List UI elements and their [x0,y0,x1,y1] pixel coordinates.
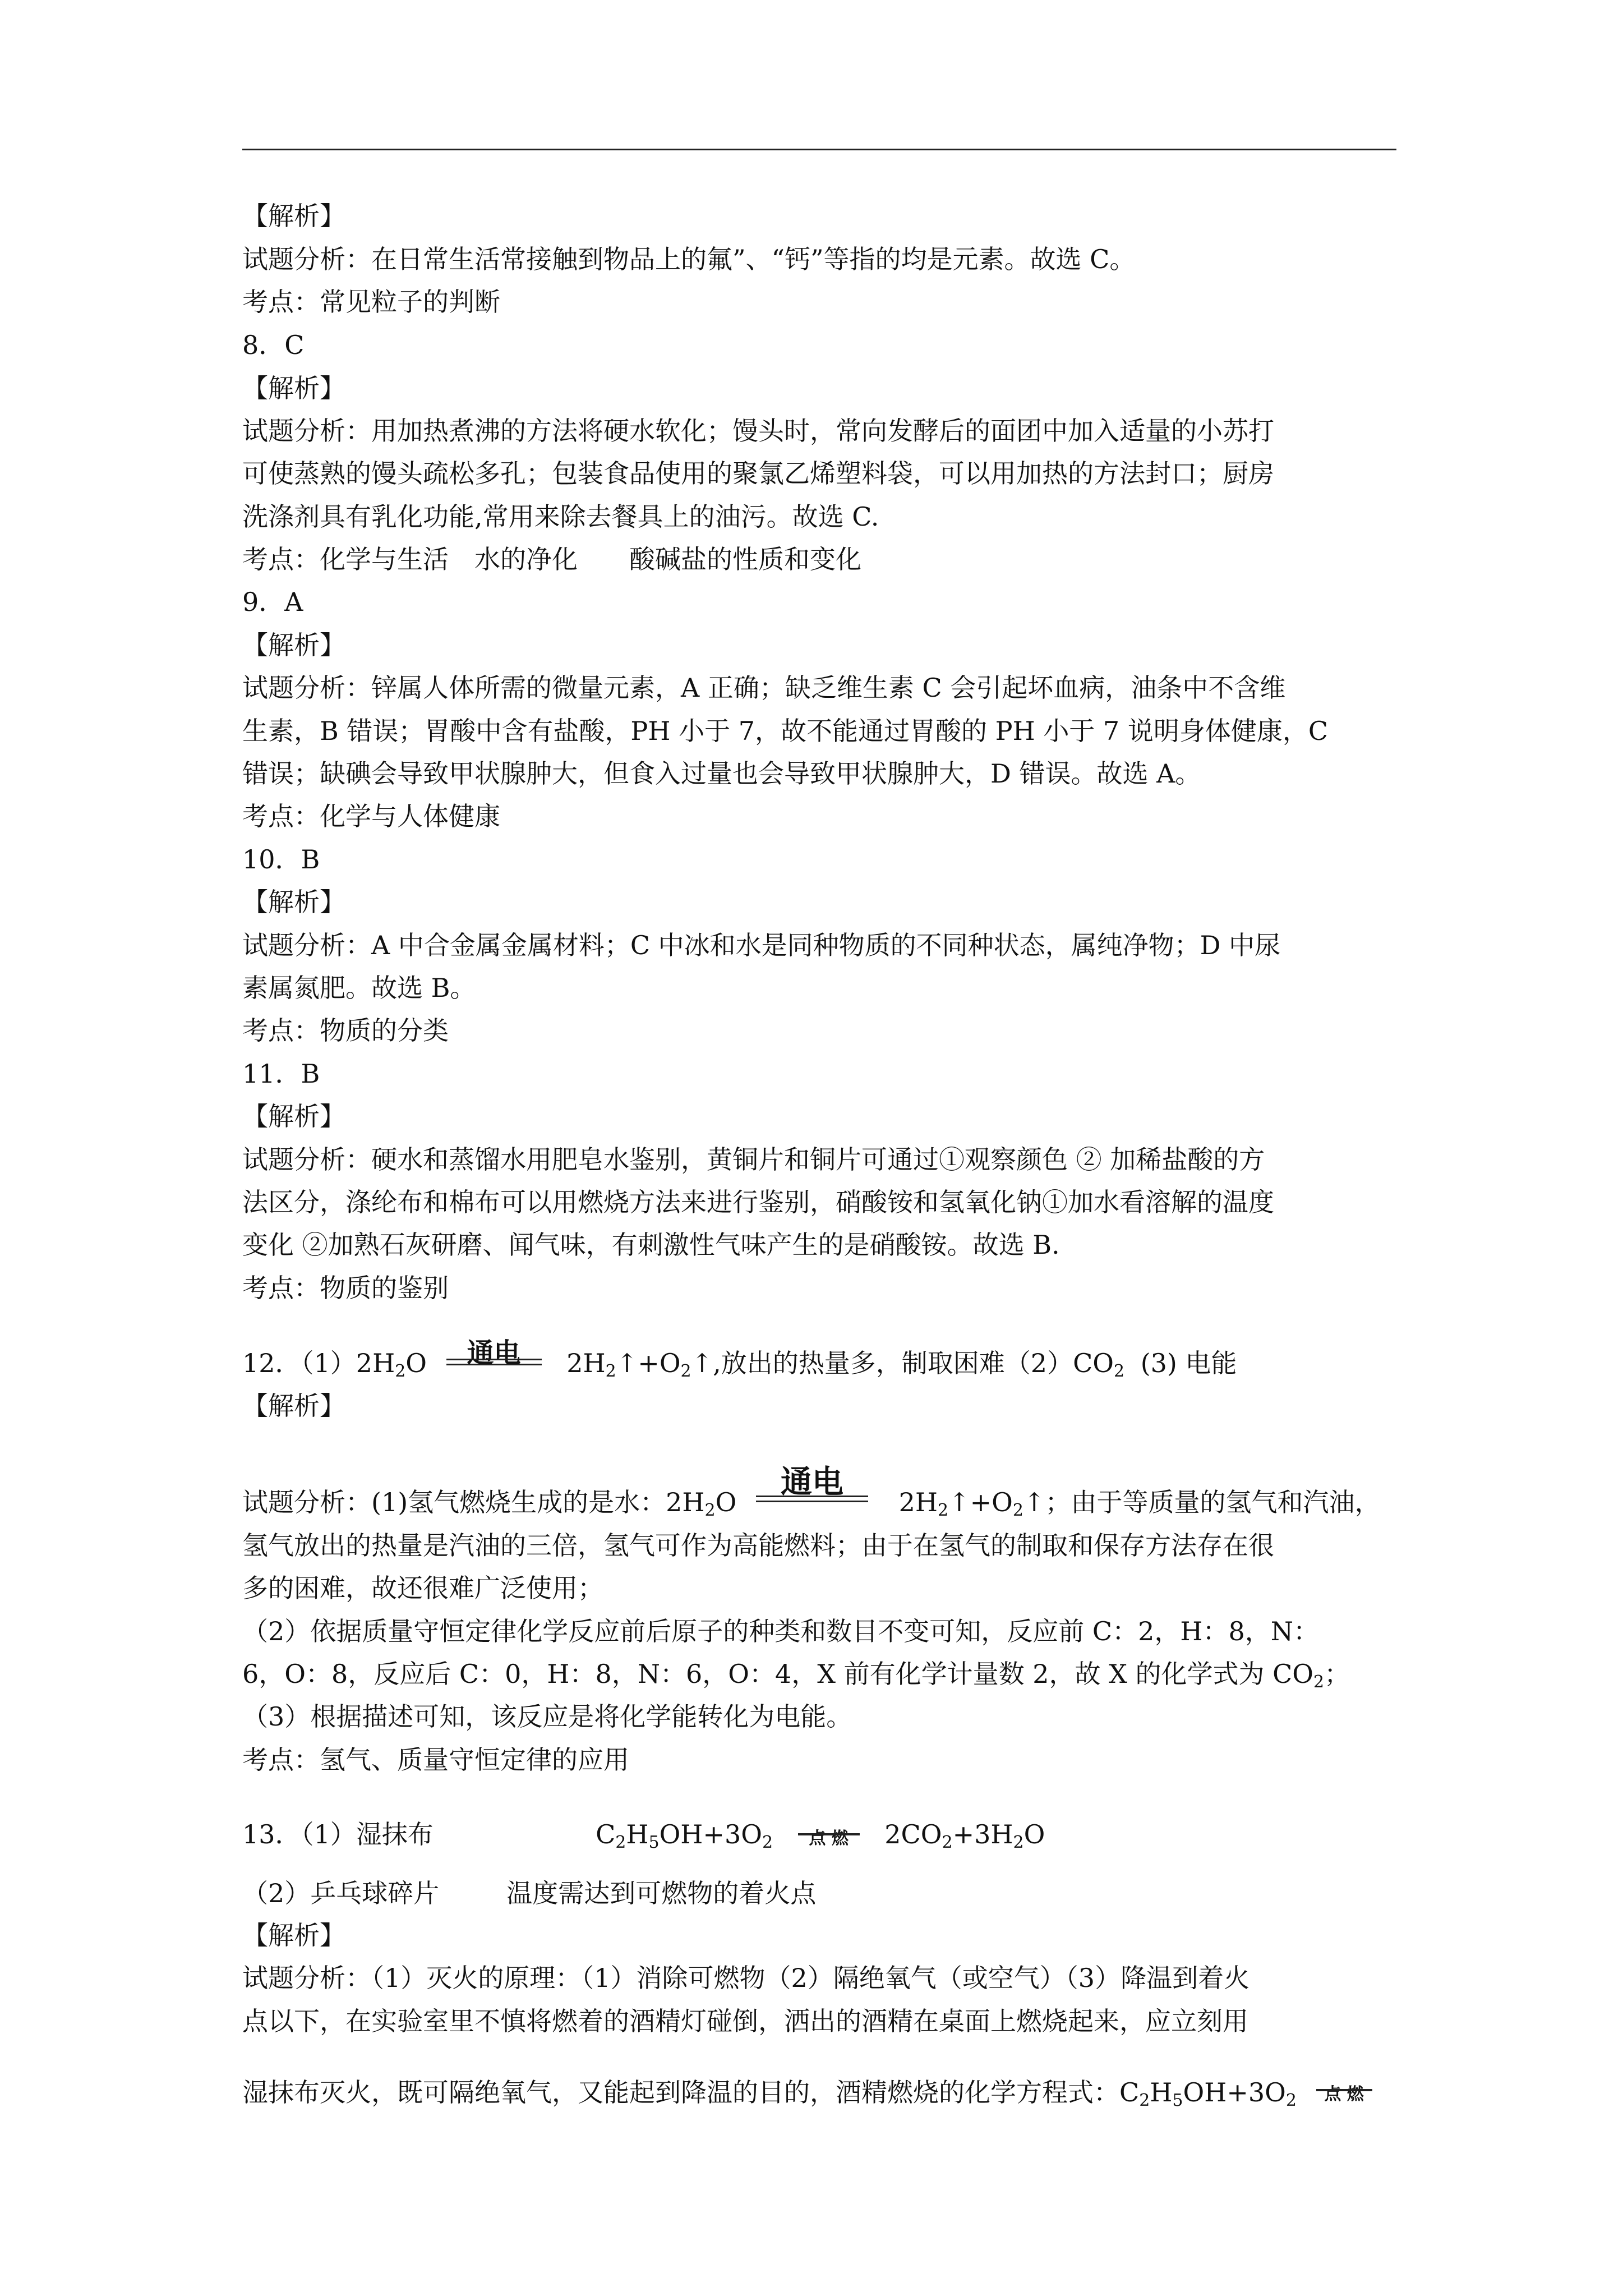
subscript: 2 [680,1361,691,1381]
analysis-heading: 【解析】 [242,1391,345,1421]
subscript: 2 [942,1833,953,1852]
subscript: 2 [1285,2091,1297,2110]
text-line: （2）依据质量守恒定律化学反应前后原子的种类和数目不变可知，反应前 C：2，H：8，N： [242,1616,1319,1646]
analysis-heading: 【解析】 [242,887,345,917]
text-line: 试题分析：A 中合金属金属材料；C 中冰和水是同种物质的不同种状态，属纯净物；D 中尿 [242,930,1281,960]
answer-line: 11．B [242,1059,320,1089]
keypoint-line: 考点：物质的分类 [242,1015,449,1046]
answer-line-13 [242,1818,1045,1851]
text-line: 生素，B 错误；胃酸中含有盐酸，PH 小于 7，故不能通过胃酸的 PH 小于 7 说明身体健康，C [242,716,1329,746]
text-line: 试题分析：在日常生活常接触到物品上的氟”、“钙”等指的均是元素。故选 C。 [242,244,1136,274]
formula-text: 2CO [884,1819,942,1849]
subscript: 2 [1013,1833,1024,1852]
answer-line [242,1876,816,1910]
text-line [242,1464,1381,1520]
reaction-condition: 通电 [780,1464,843,1501]
formula-text: 2H [898,1487,938,1517]
formula-text: ↑+O [616,1348,681,1378]
reaction-arrow [446,1337,542,1372]
text-line: 多的困难，故还很难广泛使用； [242,1573,603,1603]
reaction-condition: 点 燃 [809,1829,849,1848]
text-segment: 温度需达到可燃物的着火点 [506,1878,817,1908]
formula-text: +3H [952,1819,1013,1849]
answer-line: 8．C [242,330,305,360]
subscript: 2 [605,1361,616,1381]
keypoint-line: 考点：氢气、质量守恒定律的应用 [242,1745,629,1775]
subscript: 2 [938,1501,949,1520]
text-line: 素属氮肥。故选 B。 [242,973,476,1003]
formula-text: H [1150,2077,1173,2108]
answer-line-12 [242,1337,1237,1381]
text-line: 变化 ②加熟石灰研磨、闻气味，有刺激性气味产生的是硝酸铵。故选 B. [242,1230,1060,1260]
subscript: 2 [1012,1501,1023,1520]
analysis-heading: 【解析】 [242,373,345,403]
keypoint-line: 考点：化学与人体健康 [242,801,500,831]
text-line: 法区分，涤纶布和棉布可以用燃烧方法来进行鉴别，硝酸铵和氢氧化钠①加水看溶解的温度 [242,1187,1274,1217]
keypoint-line: 考点：常见粒子的判断 [242,287,500,317]
reaction-arrow [798,1829,860,1848]
text-segment: 试题分析：(1)氢气燃烧生成的是水：2H [242,1487,705,1517]
text-segment: ； [1324,1659,1350,1689]
analysis-heading: 【解析】 [242,201,345,231]
analysis-heading: 【解析】 [242,630,345,660]
reaction-arrow [756,1464,868,1511]
text-line: 错误；缺碘会导致甲状腺肿大，但食入过量也会导致甲状腺肿大，D 错误。故选 A。 [242,758,1201,789]
answer-number: 13．（1）湿抹布 [242,1819,434,1849]
keypoint-line: 考点：化学与生活 水的净化 酸碱盐的性质和变化 [242,544,861,574]
text-line: 试题分析：（1）灭火的原理：（1）消除可燃物（2）隔绝氧气（或空气）（3）降温到着火 [242,1963,1250,1993]
text-line: 可使蒸熟的馒头疏松多孔；包装食品使用的聚氯乙烯塑料袋，可以用加热的方法封口；厨房 [242,458,1274,489]
subscript: 2 [1313,1672,1325,1692]
keypoint-line: 考点：物质的鉴别 [242,1273,449,1303]
reaction-arrow [1316,2085,1372,2104]
text-segment: 湿抹布灭火，既可隔绝氧气，又能起到降温的目的，酒精燃烧的化学方程式：C [242,2077,1140,2108]
subscript: 2 [762,1833,773,1852]
subscript: 2 [1139,2091,1150,2110]
subscript: 2 [704,1501,716,1520]
text-line [242,1657,1350,1691]
formula-text: 2H [566,1348,606,1378]
answer-text: ↑,放出的热量多，制取困难（2）CO [691,1348,1114,1378]
text-segment: 6，O：8，反应后 C：0，H：8，N：6，O：4，X 前有化学计量数 2，故 X 的化学式为 CO [242,1659,1313,1689]
answer-line: 9．A [242,587,303,617]
answer-text: (3) 电能 [1140,1348,1237,1378]
subscript: 2 [395,1361,406,1381]
answer-number: 12．（1）2H [242,1348,395,1378]
subscript: 2 [615,1833,626,1852]
formula-text: O [405,1348,427,1378]
subscript: 5 [1172,2091,1183,2110]
text-segment: ↑；由于等质量的氢气和汽油， [1023,1487,1381,1517]
analysis-heading: 【解析】 [242,1101,345,1131]
text-line: 试题分析：硬水和蒸馏水用肥皂水鉴别，黄铜片和铜片可通过①观察颜色 ② 加稀盐酸的方 [242,1144,1265,1175]
subscript: 2 [1113,1361,1125,1381]
answer-line: 10．B [242,844,320,875]
header-rule [242,149,1396,150]
text-line: 氢气放出的热量是汽油的三倍，氢气可作为高能燃料；由于在氢气的制取和保存方法存在很 [242,1530,1274,1561]
text-line [242,2076,1372,2109]
formula-text: C [596,1819,616,1849]
text-line: 洗涤剂具有乳化功能,常用来除去餐具上的油污。故选 C. [242,501,879,532]
text-segment: （2）乒乓球碎片 [242,1878,440,1908]
formula-text: ↑+O [948,1487,1013,1517]
formula-text: H [626,1819,649,1849]
reaction-condition: 点 燃 [1324,2085,1364,2104]
text-line: 试题分析：锌属人体所需的微量元素，A 正确；缺乏维生素 C 会引起坏血病，油条中不含维 [242,673,1286,703]
text-line: （3）根据描述可知，该反应是将化学能转化为电能。 [242,1701,852,1732]
text-line: 试题分析：用加热煮沸的方法将硬水软化；馒头时，常向发酵后的面团中加入适量的小苏打 [242,416,1274,446]
formula-text: OH+3O [1183,2077,1286,2108]
reaction-condition: 通电 [467,1337,521,1369]
formula-text: O [1023,1819,1045,1849]
formula-text: OH+3O [659,1819,762,1849]
text-line: 点以下，在实验室里不慎将燃着的酒精灯碰倒，洒出的酒精在桌面上燃烧起来，应立刻用 [242,2006,1248,2036]
analysis-heading: 【解析】 [242,1920,345,1950]
subscript: 5 [648,1833,660,1852]
formula-text: O [715,1487,737,1517]
